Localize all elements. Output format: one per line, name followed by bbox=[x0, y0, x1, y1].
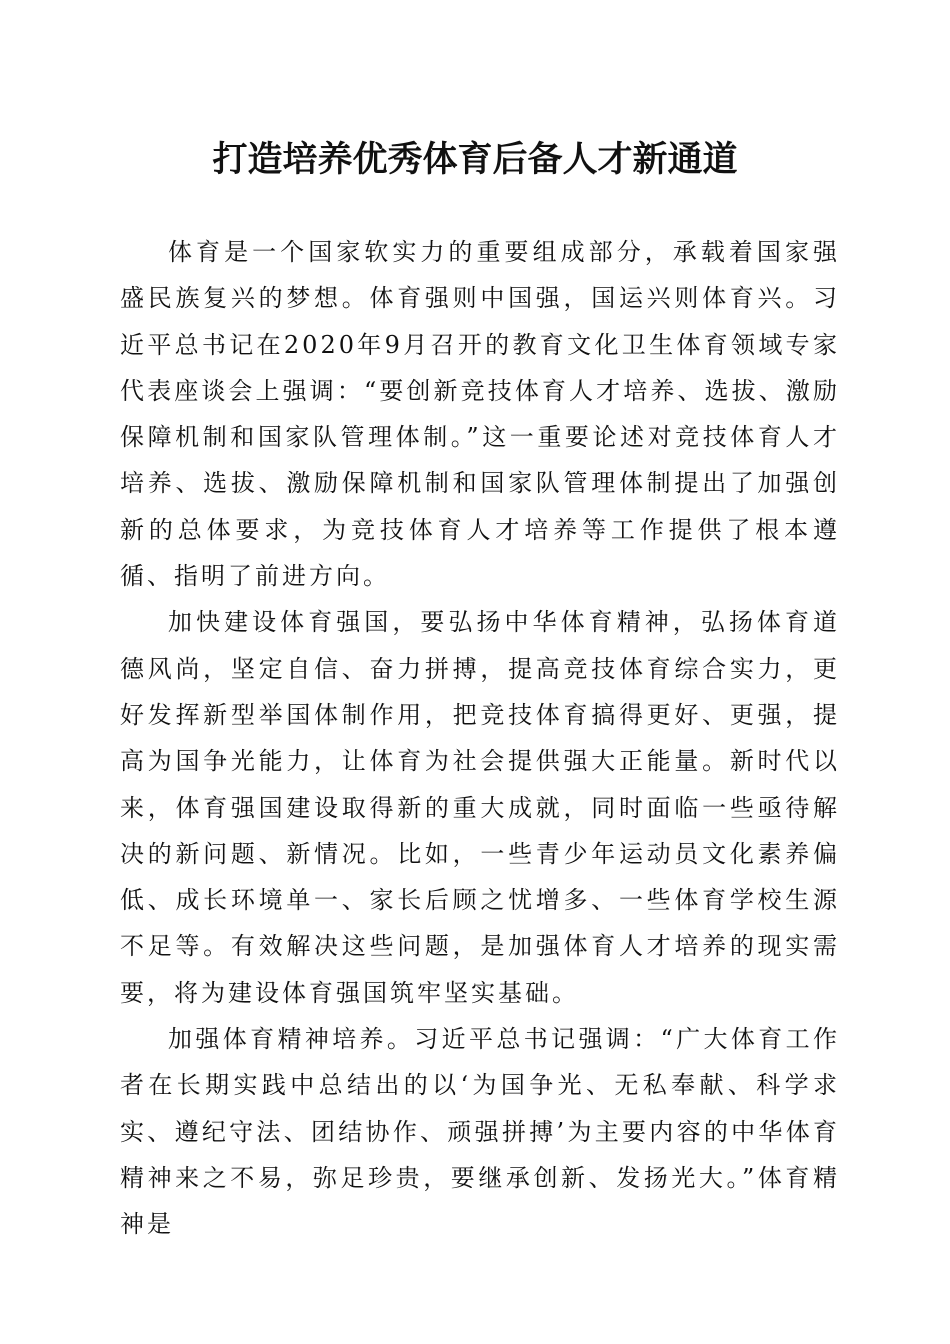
document-title: 打造培养优秀体育后备人才新通道 bbox=[212, 139, 738, 180]
paragraph-3: 加强体育精神培养。习近平总书记强调：“广大体育工作者在长期实践中总结出的以‘为国争光、无私奉献、科学求实、遵纪守法、团结协作、顽强拼搏’为主要内容的中华体育精神来之不易，弥足珍贵，要继承创新、发扬光大。”体育精神是 bbox=[120, 1025, 840, 1239]
paragraph-2: 加快建设体育强国，要弘扬中华体育精神，弘扬体育道德风尚，坚定自信、奋力拼搏，提高竞技体育综合实力，更好发挥新型举国体制作用，把竞技体育搞得更好、更强，提高为国争光能力，让体育为社会提供强大正能量。新时代以来，体育强国建设取得新的重大成就，同时面临一些亟待解决的新问题、新情况。比如，一些青少年运动员文化素养偏低、成长环境单一、家长后顾之忧增多、一些体育学校生源不足等。有效解决这些问题，是加强体育人才培养的现实需要，将为建设体育强国筑牢坚实基础。 bbox=[120, 608, 840, 1007]
paragraph-1: 体育是一个国家软实力的重要组成部分，承载着国家强盛民族复兴的梦想。体育强则中国强，国运兴则体育兴。习近平总书记在2020年9月召开的教育文化卫生体育领域专家代表座谈会上强调：“要创新竞技体育人才培养、选拔、激励保障机制和国家队管理体制。”这一重要论述对竞技体育人才培养、选拔、激励保障机制和国家队管理体制提出了加强创新的总体要求，为竞技体育人才培养等工作提供了根本遵循、指明了前进方向。 bbox=[120, 238, 840, 591]
document-body bbox=[120, 229, 840, 1248]
